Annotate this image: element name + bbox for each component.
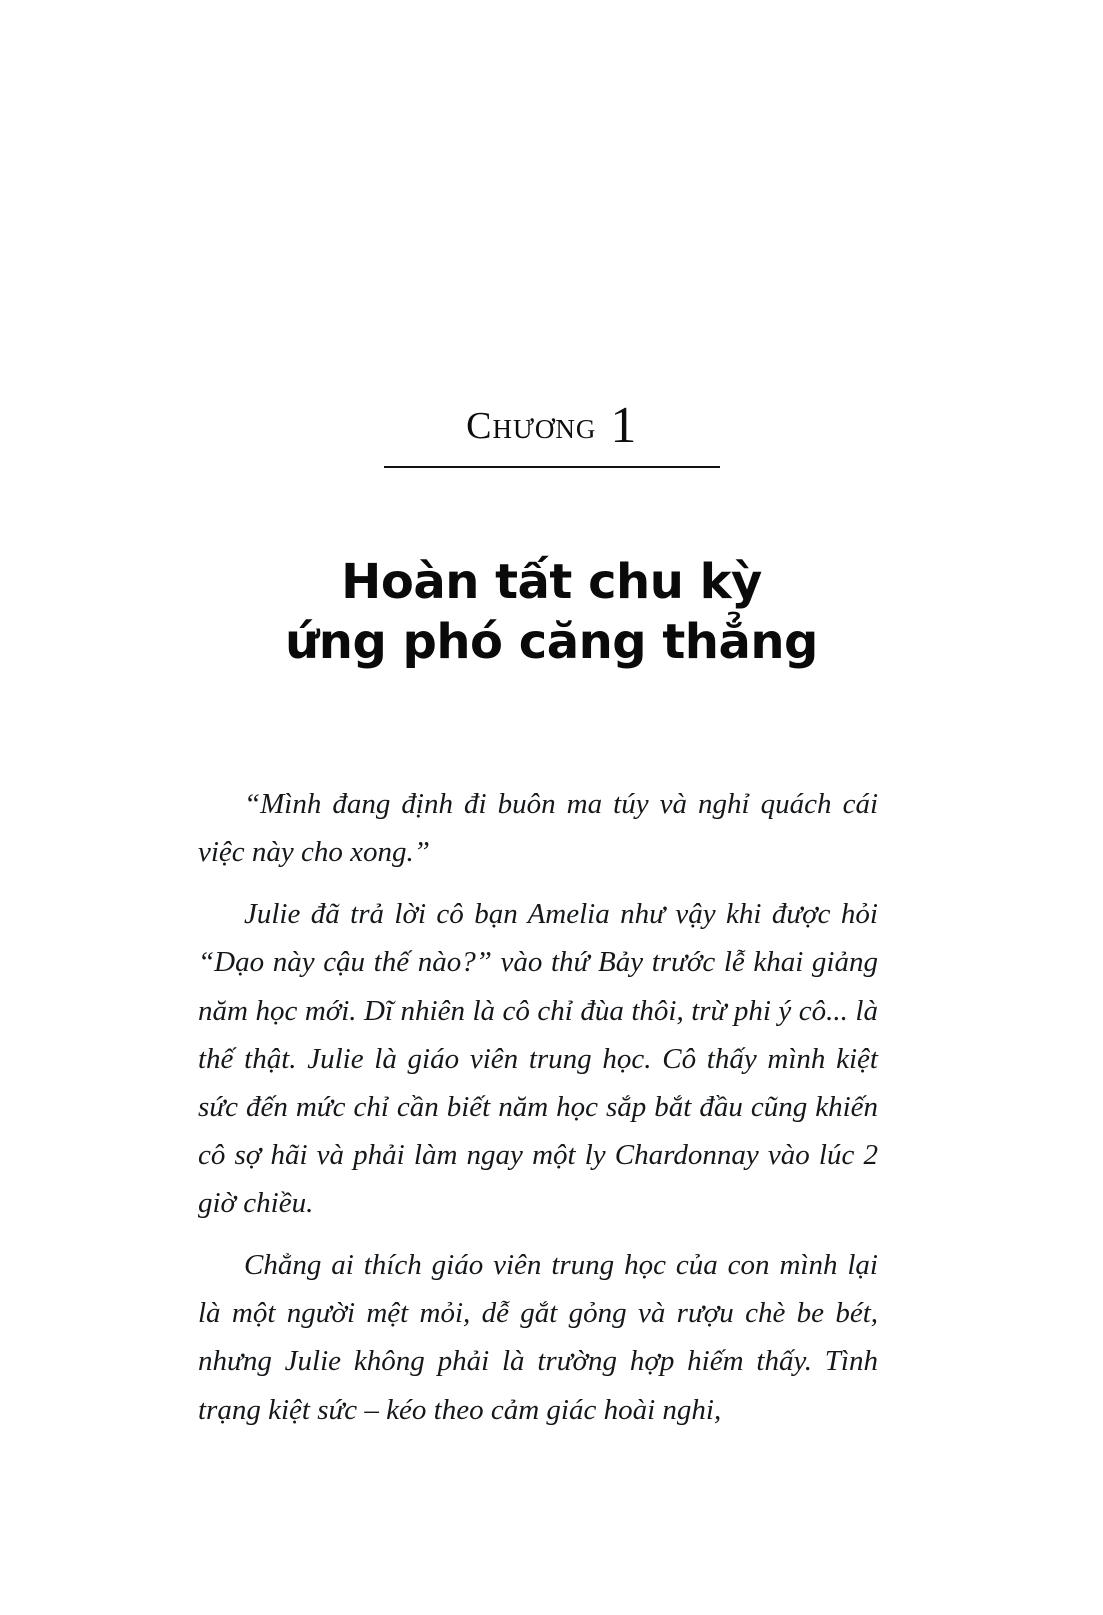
chapter-number: 1	[610, 397, 637, 454]
body-text	[198, 780, 878, 1434]
chapter-divider	[384, 466, 720, 468]
page-title-line-1: Hoàn tất chu kỳ	[341, 554, 762, 611]
paragraph: Julie đã trả lời cô bạn Amelia như vậy khi được hỏi “Dạo này cậu thế nào?” vào thứ Bảy trước lễ khai giảng năm học mới. Dĩ nhiên là cô chỉ đùa thôi, trừ phi ý cô... là thế thật. Julie là giáo viên trung học. Cô thấy mình kiệt sức đến mức chỉ cần biết năm học sắp bắt đầu cũng khiến cô sợ hãi và phải làm ngay một ly Chardonnay vào lúc 2 giờ chiều.	[198, 898, 878, 1219]
page-title	[0, 552, 1103, 672]
paragraph: Chẳng ai thích giáo viên trung học của con mình lại là một người mệt mỏi, dễ gắt gỏng và rượu chè be bét, nhưng Julie không phải là trường hợp hiếm thấy. Tình trạng kiệt sức – kéo theo cảm giác hoài nghi,	[198, 1249, 878, 1426]
chapter-label: Chương	[466, 405, 597, 447]
page-title-line-2: ứng phó căng thẳng	[285, 614, 818, 671]
chapter-line	[466, 396, 637, 454]
paragraph: “Mình đang định đi buôn ma túy và nghỉ quách cái việc này cho xong.”	[198, 788, 878, 869]
chapter-heading	[0, 396, 1103, 468]
